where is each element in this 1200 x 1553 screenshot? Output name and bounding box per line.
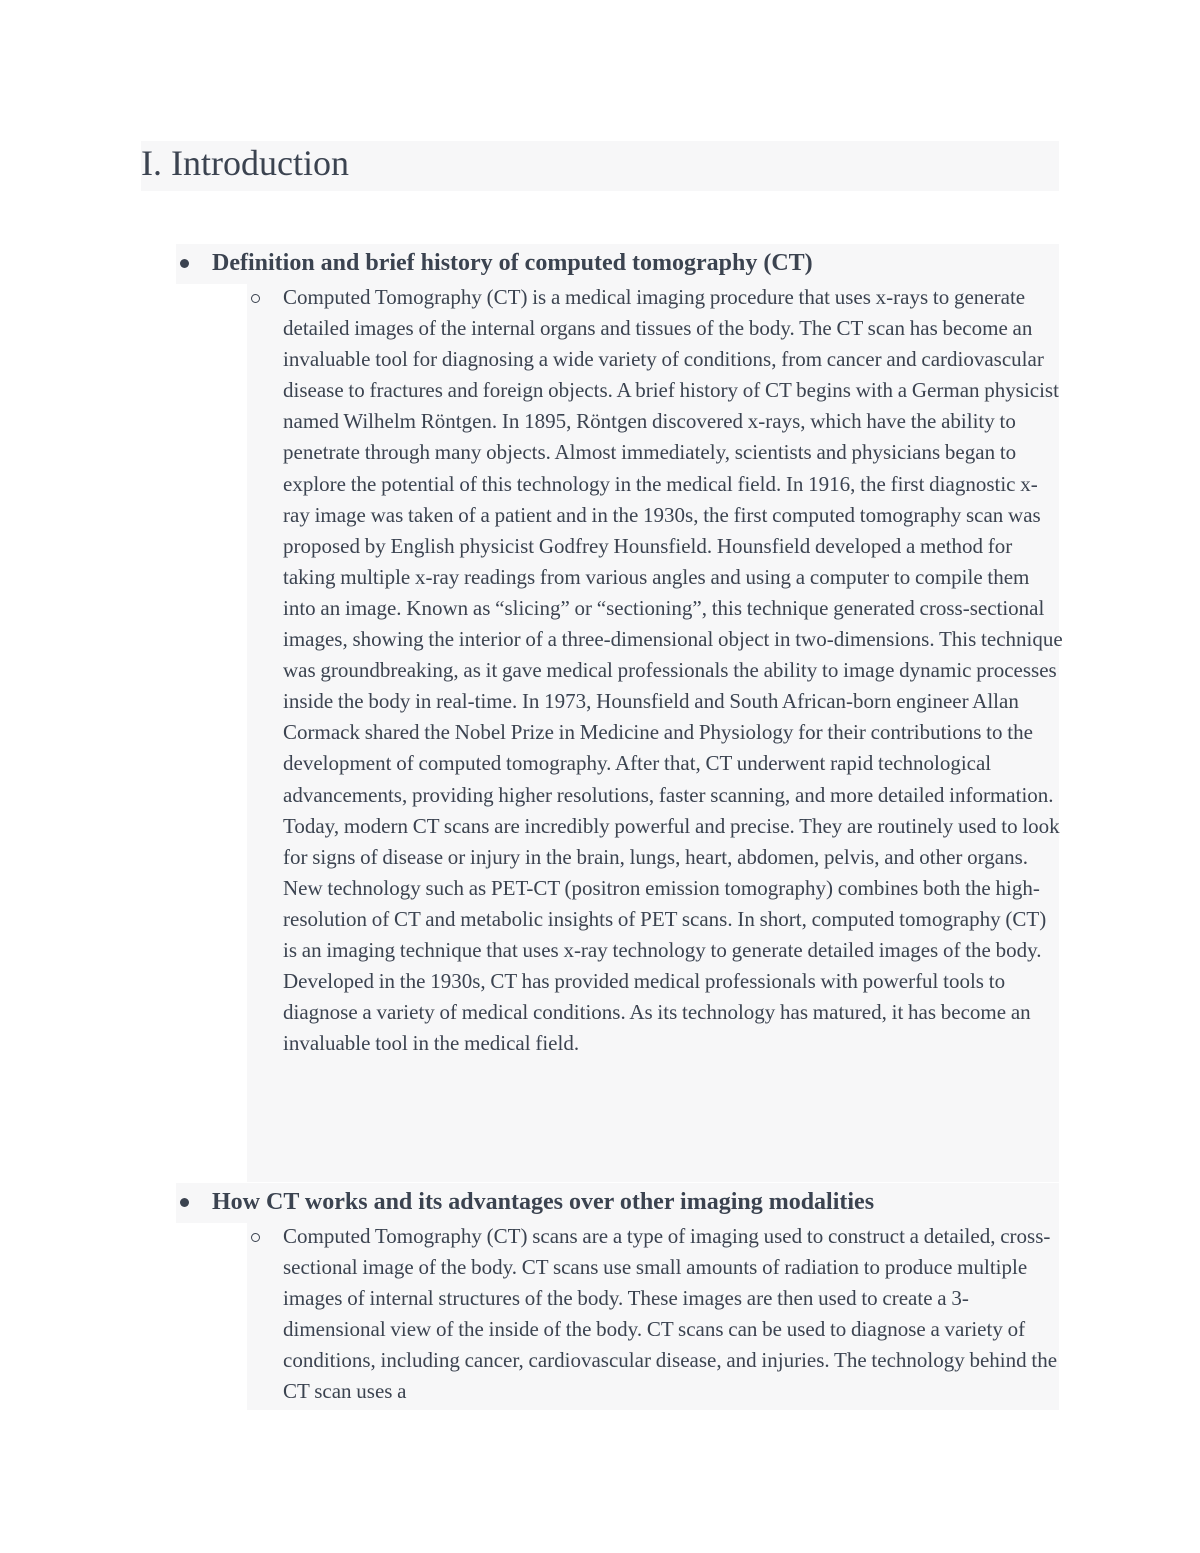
bullet-heading: Definition and brief history of computed tomography (CT) [212,250,813,276]
paragraph-text: Computed Tomography (CT) is a medical imaging procedure that uses x-rays to generate detailed images of the internal organs and tissues of the body. The CT scan has become an invaluable tool for diagnosing a wide variety of conditions, from cancer and cardiovascular disease to fractures and foreign objects. A brief history of CT begins with a German physicist named Wilhelm Röntgen. In 1895, Röntgen discovered x-rays, which have the ability to penetrate through many objects. Almost immediately, scientists and physicians began to explore the potential of this technology in the medical field. In 1916, the first diagnostic x-ray image was taken of a patient and in the 1930s, the first computed tomography scan was proposed by English physicist Godfrey Hounsfield. Hounsfield developed a method for taking multiple x-ray readings from various angles and using a computer to compile them into an image. Known as “slicing” or “sectioning”, this technique generated cross-sectional images, showing the interior of a three-dimensional object in two-dimensions. This technique was groundbreaking, as it gave medical professionals the ability to image dynamic processes inside the body in real-time. In 1973, Hounsfield and South African-born engineer Allan Cormack shared the Nobel Prize in Medicine and Physiology for their contributions to the development of computed tomography. After that, CT underwent rapid technological advancements, providing higher resolutions, faster scanning, and more detailed information. Today, modern CT scans are incredibly powerful and precise. They are routinely used to look for signs of disease or injury in the brain, lungs, heart, abdomen, pelvis, and other organs. New technology such as PET-CT (positron emission tomography) combines both the high-resolution of CT and metabolic insights of PET scans. In short, computed tomography (CT) is an imaging technique that uses x-ray technology to generate detailed images of the body. Developed in the 1930s, CT has provided medical professionals with powerful tools to diagnose a variety of medical conditions. As its technology has matured, it has become an invaluable tool in the medical field. [283,285,1063,1056]
hollow-bullet-icon [251,294,260,303]
hollow-bullet-icon [251,1233,260,1242]
bullet-item-1 [176,244,1059,284]
section-title: I. Introduction [141,143,349,183]
section-title-band [141,141,1059,191]
bullet-heading: How CT works and its advantages over other imaging modalities [212,1189,875,1215]
paragraph-block-1 [247,282,1063,1182]
filled-bullet-icon [180,259,189,268]
filled-bullet-icon [180,1198,189,1207]
bullet-item-2 [176,1183,1059,1223]
paragraph-block-2 [247,1221,1059,1410]
paragraph-text: Computed Tomography (CT) scans are a type of imaging used to construct a detailed, cross-sectional image of the body. CT scans use small amounts of radiation to produce multiple images of internal structures of the body. These images are then used to create a 3-dimensional view of the inside of the body. CT scans can be used to diagnose a variety of conditions, including cancer, cardiovascular disease, and injuries. The technology behind the CT scan uses a [283,1224,1058,1404]
